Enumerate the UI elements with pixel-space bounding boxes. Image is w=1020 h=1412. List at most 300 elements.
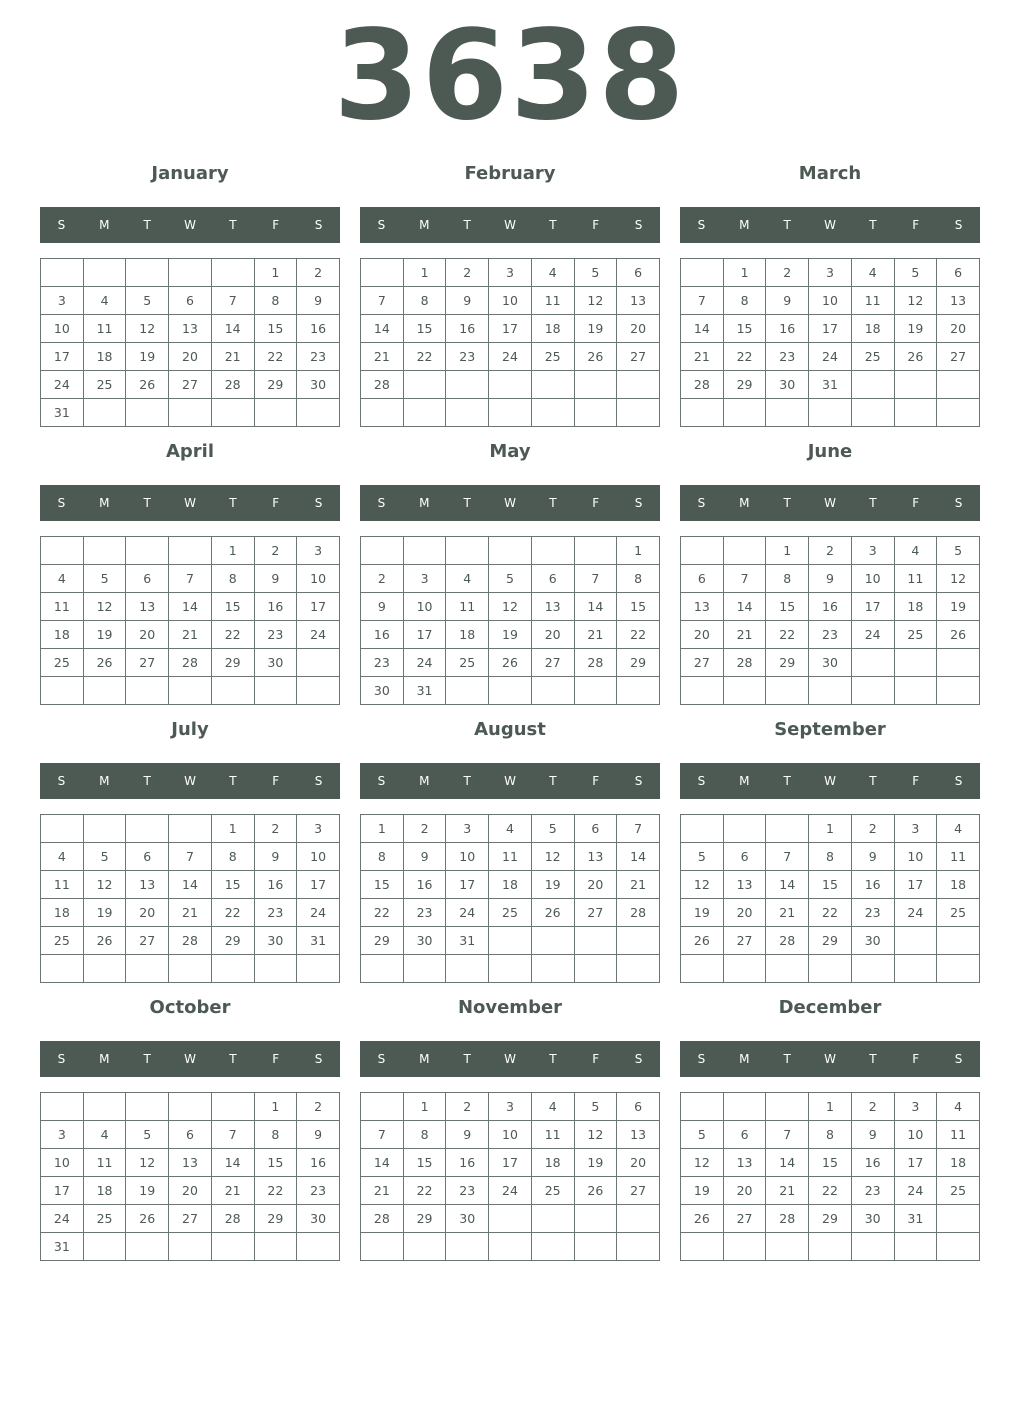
weekday-header: T <box>549 218 557 232</box>
day-cell: 9 <box>446 1121 489 1149</box>
day-cell: 2 <box>851 1093 894 1121</box>
day-cell: 17 <box>489 1149 532 1177</box>
weekday-header: S <box>634 774 643 788</box>
day-cell <box>361 955 404 983</box>
day-cell: 1 <box>766 537 809 565</box>
day-cell <box>531 927 574 955</box>
day-cell <box>254 399 297 427</box>
day-cell: 3 <box>851 537 894 565</box>
day-cell: 16 <box>446 315 489 343</box>
year-title: 3638 <box>333 4 687 148</box>
day-cell: 28 <box>211 371 254 399</box>
day-cell: 11 <box>83 1149 126 1177</box>
day-cell: 16 <box>809 593 852 621</box>
day-cell: 21 <box>361 343 404 371</box>
day-cell: 26 <box>126 1205 169 1233</box>
day-cell: 27 <box>169 1205 212 1233</box>
day-cell: 7 <box>211 1121 254 1149</box>
day-cell: 13 <box>574 843 617 871</box>
day-cell: 11 <box>83 315 126 343</box>
day-cell: 3 <box>489 1093 532 1121</box>
day-cell <box>723 537 766 565</box>
weekday-header: S <box>634 496 643 510</box>
weekday-header: S <box>57 496 66 510</box>
day-cell: 18 <box>531 1149 574 1177</box>
day-cell: 6 <box>617 259 660 287</box>
weekday-header-bar <box>40 1041 340 1077</box>
day-cell: 7 <box>766 843 809 871</box>
day-cell <box>617 1205 660 1233</box>
weekday-header: W <box>184 774 196 788</box>
day-cell: 21 <box>361 1177 404 1205</box>
day-cell: 6 <box>681 565 724 593</box>
day-cell <box>169 1233 212 1261</box>
day-cell: 30 <box>851 927 894 955</box>
day-cell: 22 <box>809 1177 852 1205</box>
day-cell <box>446 371 489 399</box>
day-cell <box>531 1233 574 1261</box>
day-cell: 9 <box>766 287 809 315</box>
week-row <box>41 593 340 621</box>
day-cell <box>723 955 766 983</box>
day-cell <box>851 677 894 705</box>
day-cell: 27 <box>617 343 660 371</box>
week-row <box>361 843 660 871</box>
day-cell: 27 <box>169 371 212 399</box>
day-cell <box>169 399 212 427</box>
day-cell <box>894 677 937 705</box>
day-cell <box>211 399 254 427</box>
week-row <box>681 537 980 565</box>
day-cell: 19 <box>126 1177 169 1205</box>
day-cell: 3 <box>894 1093 937 1121</box>
day-cell: 16 <box>297 1149 340 1177</box>
day-cell: 1 <box>809 1093 852 1121</box>
weekday-header: W <box>504 774 516 788</box>
week-row <box>41 899 340 927</box>
day-cell: 21 <box>211 1177 254 1205</box>
day-cell <box>297 955 340 983</box>
weekday-header: T <box>783 774 791 788</box>
day-cell <box>489 927 532 955</box>
day-cell: 14 <box>681 315 724 343</box>
day-cell <box>617 677 660 705</box>
day-cell: 29 <box>211 927 254 955</box>
day-cell: 1 <box>211 815 254 843</box>
day-cell <box>531 1205 574 1233</box>
day-cell <box>169 815 212 843</box>
week-row <box>361 371 660 399</box>
weekday-header: T <box>549 1052 557 1066</box>
day-cell: 11 <box>937 1121 980 1149</box>
day-cell: 9 <box>403 843 446 871</box>
day-cell <box>489 1205 532 1233</box>
day-cell: 25 <box>531 1177 574 1205</box>
weekday-header-bar <box>360 763 660 799</box>
week-row <box>361 537 660 565</box>
day-cell <box>83 259 126 287</box>
week-row <box>41 315 340 343</box>
day-cell: 18 <box>894 593 937 621</box>
day-cell: 16 <box>361 621 404 649</box>
day-cell: 8 <box>809 1121 852 1149</box>
weekday-header: S <box>954 774 963 788</box>
day-cell: 3 <box>894 815 937 843</box>
day-cell: 23 <box>446 343 489 371</box>
day-grid <box>40 1092 340 1261</box>
day-cell <box>211 259 254 287</box>
day-cell: 13 <box>169 315 212 343</box>
day-cell <box>83 1233 126 1261</box>
weekday-header: W <box>184 496 196 510</box>
week-row <box>361 343 660 371</box>
day-cell: 25 <box>937 1177 980 1205</box>
week-row <box>361 593 660 621</box>
day-cell: 20 <box>126 621 169 649</box>
day-cell: 9 <box>297 287 340 315</box>
day-cell: 27 <box>126 927 169 955</box>
day-cell: 2 <box>297 1093 340 1121</box>
day-cell: 15 <box>723 315 766 343</box>
day-cell: 2 <box>446 259 489 287</box>
day-cell <box>446 677 489 705</box>
day-cell: 24 <box>489 343 532 371</box>
week-row <box>681 593 980 621</box>
day-cell: 28 <box>766 927 809 955</box>
day-cell <box>809 399 852 427</box>
weekday-header: F <box>592 496 600 510</box>
day-cell <box>361 1233 404 1261</box>
day-cell: 8 <box>254 287 297 315</box>
day-cell: 23 <box>254 899 297 927</box>
day-cell <box>126 1093 169 1121</box>
day-cell <box>169 537 212 565</box>
day-cell: 16 <box>254 593 297 621</box>
day-cell: 15 <box>809 1149 852 1177</box>
weekday-header: W <box>824 496 836 510</box>
day-cell: 14 <box>766 1149 809 1177</box>
weekday-header: F <box>272 774 280 788</box>
day-cell <box>126 677 169 705</box>
week-row <box>41 927 340 955</box>
day-cell: 18 <box>531 315 574 343</box>
day-cell: 10 <box>297 843 340 871</box>
day-cell: 30 <box>361 677 404 705</box>
day-cell: 25 <box>41 927 84 955</box>
week-row <box>41 1177 340 1205</box>
day-cell: 23 <box>851 1177 894 1205</box>
day-cell: 29 <box>809 1205 852 1233</box>
day-cell: 16 <box>851 871 894 899</box>
day-cell: 30 <box>254 927 297 955</box>
day-cell: 10 <box>809 287 852 315</box>
day-cell <box>681 399 724 427</box>
day-cell: 9 <box>254 843 297 871</box>
day-cell: 7 <box>574 565 617 593</box>
weekday-header: T <box>869 1052 877 1066</box>
day-cell: 14 <box>211 315 254 343</box>
weekday-header: M <box>739 218 750 232</box>
weekday-header: S <box>634 218 643 232</box>
day-cell <box>937 371 980 399</box>
weekday-header: T <box>143 1052 151 1066</box>
day-cell: 24 <box>489 1177 532 1205</box>
day-cell: 26 <box>937 621 980 649</box>
week-row <box>41 1205 340 1233</box>
weekday-header: M <box>739 774 750 788</box>
day-cell <box>937 1205 980 1233</box>
day-cell <box>254 677 297 705</box>
day-cell: 5 <box>574 1093 617 1121</box>
week-row <box>681 1149 980 1177</box>
day-cell <box>489 399 532 427</box>
day-cell <box>851 1233 894 1261</box>
month-name: May <box>489 441 531 462</box>
day-cell <box>809 955 852 983</box>
day-cell: 1 <box>403 1093 446 1121</box>
day-cell <box>723 1233 766 1261</box>
day-cell: 30 <box>851 1205 894 1233</box>
week-row <box>361 955 660 983</box>
day-cell: 21 <box>574 621 617 649</box>
weekday-header: M <box>419 774 430 788</box>
day-cell: 25 <box>851 343 894 371</box>
day-cell: 7 <box>617 815 660 843</box>
day-cell: 9 <box>851 1121 894 1149</box>
day-cell <box>681 1233 724 1261</box>
week-row <box>361 899 660 927</box>
day-cell: 22 <box>361 899 404 927</box>
day-cell: 22 <box>723 343 766 371</box>
day-cell: 11 <box>894 565 937 593</box>
day-cell: 23 <box>809 621 852 649</box>
week-row <box>681 815 980 843</box>
day-cell: 22 <box>211 621 254 649</box>
day-cell <box>937 677 980 705</box>
day-cell: 26 <box>531 899 574 927</box>
day-cell: 8 <box>766 565 809 593</box>
day-cell: 18 <box>41 899 84 927</box>
day-cell: 31 <box>41 399 84 427</box>
day-cell: 27 <box>723 1205 766 1233</box>
day-cell <box>894 927 937 955</box>
week-row <box>361 287 660 315</box>
day-cell: 25 <box>41 649 84 677</box>
day-cell: 3 <box>446 815 489 843</box>
day-cell: 26 <box>126 371 169 399</box>
day-cell: 23 <box>403 899 446 927</box>
day-cell: 18 <box>937 1149 980 1177</box>
day-cell: 17 <box>489 315 532 343</box>
weekday-header: S <box>697 218 706 232</box>
weekday-header: F <box>912 1052 920 1066</box>
day-cell <box>361 537 404 565</box>
weekday-header: F <box>592 1052 600 1066</box>
day-cell: 24 <box>809 343 852 371</box>
weekday-header: T <box>783 218 791 232</box>
week-row <box>361 815 660 843</box>
weekday-header: F <box>912 218 920 232</box>
day-cell: 15 <box>254 1149 297 1177</box>
day-cell: 5 <box>126 287 169 315</box>
day-cell: 10 <box>894 1121 937 1149</box>
day-cell: 1 <box>403 259 446 287</box>
week-row <box>681 1093 980 1121</box>
day-cell <box>211 677 254 705</box>
day-cell <box>211 955 254 983</box>
week-row <box>41 287 340 315</box>
day-cell: 28 <box>766 1205 809 1233</box>
day-cell: 13 <box>617 287 660 315</box>
day-cell: 12 <box>83 593 126 621</box>
day-cell: 30 <box>766 371 809 399</box>
day-cell: 24 <box>894 899 937 927</box>
day-cell: 15 <box>211 593 254 621</box>
day-cell: 25 <box>531 343 574 371</box>
day-cell: 1 <box>723 259 766 287</box>
week-row <box>361 871 660 899</box>
day-cell <box>574 927 617 955</box>
day-cell <box>574 677 617 705</box>
day-cell: 31 <box>297 927 340 955</box>
weekday-header: T <box>463 218 471 232</box>
weekday-header: M <box>99 1052 110 1066</box>
day-cell <box>361 1093 404 1121</box>
day-grid <box>360 258 660 427</box>
day-cell: 20 <box>169 343 212 371</box>
day-cell <box>41 1093 84 1121</box>
day-cell <box>894 371 937 399</box>
day-cell: 7 <box>766 1121 809 1149</box>
day-cell: 9 <box>361 593 404 621</box>
day-cell <box>169 259 212 287</box>
day-cell: 12 <box>937 565 980 593</box>
day-cell: 6 <box>617 1093 660 1121</box>
day-cell: 12 <box>531 843 574 871</box>
day-cell: 30 <box>809 649 852 677</box>
weekday-header: T <box>463 1052 471 1066</box>
day-cell <box>297 677 340 705</box>
weekday-header: M <box>419 496 430 510</box>
day-cell <box>211 1233 254 1261</box>
weekday-header: F <box>592 218 600 232</box>
week-row <box>681 621 980 649</box>
week-row <box>361 1205 660 1233</box>
month-name: April <box>165 441 215 462</box>
day-cell: 9 <box>809 565 852 593</box>
day-cell: 22 <box>617 621 660 649</box>
day-cell: 10 <box>489 1121 532 1149</box>
weekday-header: F <box>272 1052 280 1066</box>
day-cell: 13 <box>723 871 766 899</box>
day-cell: 8 <box>361 843 404 871</box>
day-cell: 22 <box>403 343 446 371</box>
day-cell: 12 <box>894 287 937 315</box>
day-cell: 21 <box>211 343 254 371</box>
day-cell: 29 <box>723 371 766 399</box>
day-cell: 12 <box>574 1121 617 1149</box>
day-cell <box>531 955 574 983</box>
day-cell <box>446 955 489 983</box>
week-row <box>681 287 980 315</box>
day-cell <box>894 399 937 427</box>
day-cell <box>489 955 532 983</box>
week-row <box>681 649 980 677</box>
day-cell: 28 <box>617 899 660 927</box>
day-grid <box>40 814 340 983</box>
day-cell: 22 <box>766 621 809 649</box>
day-cell: 21 <box>617 871 660 899</box>
day-cell: 1 <box>211 537 254 565</box>
day-cell: 3 <box>489 259 532 287</box>
day-cell: 15 <box>809 871 852 899</box>
day-cell: 11 <box>41 871 84 899</box>
day-cell: 2 <box>809 537 852 565</box>
month-name: January <box>151 163 229 184</box>
weekday-header: T <box>783 496 791 510</box>
day-cell: 7 <box>169 843 212 871</box>
week-row <box>41 649 340 677</box>
day-cell: 10 <box>446 843 489 871</box>
day-cell: 8 <box>211 843 254 871</box>
day-cell <box>446 1233 489 1261</box>
day-cell <box>403 955 446 983</box>
weekday-header: S <box>697 496 706 510</box>
day-cell: 16 <box>297 315 340 343</box>
day-cell: 20 <box>681 621 724 649</box>
day-cell: 8 <box>403 287 446 315</box>
day-cell: 8 <box>254 1121 297 1149</box>
day-cell: 2 <box>403 815 446 843</box>
week-row <box>361 1233 660 1261</box>
day-cell: 24 <box>297 899 340 927</box>
month-name: November <box>457 997 563 1018</box>
day-cell: 27 <box>126 649 169 677</box>
weekday-header-bar <box>680 1041 980 1077</box>
day-cell: 15 <box>403 1149 446 1177</box>
day-cell: 14 <box>361 1149 404 1177</box>
week-row <box>41 259 340 287</box>
day-cell: 18 <box>83 1177 126 1205</box>
day-cell: 5 <box>489 565 532 593</box>
week-row <box>41 871 340 899</box>
weekday-header: F <box>912 496 920 510</box>
day-cell <box>617 927 660 955</box>
day-cell: 5 <box>126 1121 169 1149</box>
day-cell: 26 <box>83 927 126 955</box>
weekday-header: S <box>314 496 323 510</box>
weekday-header: W <box>504 218 516 232</box>
day-cell <box>894 955 937 983</box>
day-cell: 11 <box>851 287 894 315</box>
week-row <box>41 815 340 843</box>
day-cell: 29 <box>254 371 297 399</box>
day-cell <box>766 399 809 427</box>
day-cell: 18 <box>851 315 894 343</box>
day-cell: 4 <box>937 1093 980 1121</box>
day-cell: 3 <box>403 565 446 593</box>
day-cell: 1 <box>617 537 660 565</box>
weekday-header: M <box>99 496 110 510</box>
day-cell: 13 <box>617 1121 660 1149</box>
day-cell: 12 <box>574 287 617 315</box>
week-row <box>361 1177 660 1205</box>
day-cell: 19 <box>681 899 724 927</box>
day-cell: 5 <box>894 259 937 287</box>
day-cell: 9 <box>446 287 489 315</box>
day-cell: 9 <box>254 565 297 593</box>
day-cell: 17 <box>403 621 446 649</box>
